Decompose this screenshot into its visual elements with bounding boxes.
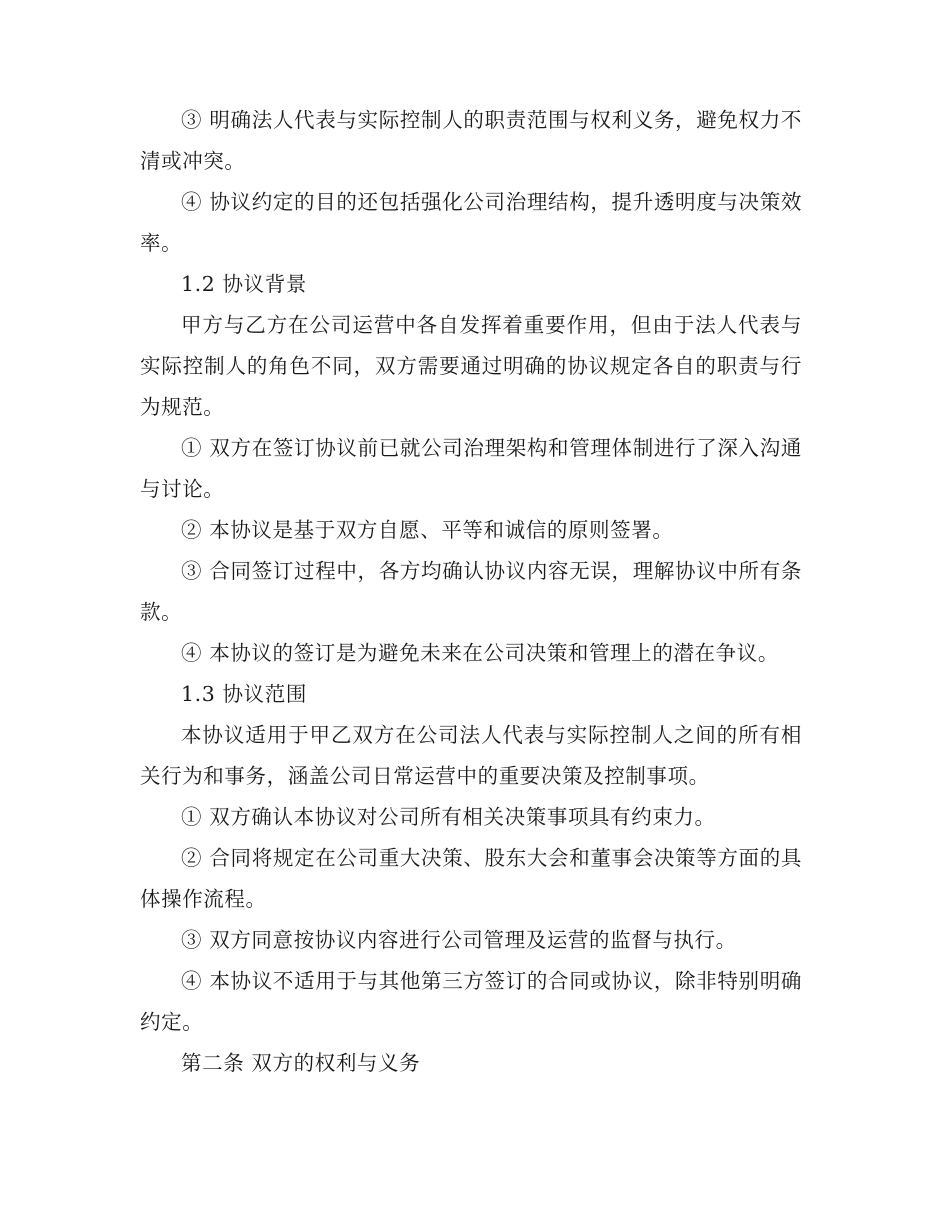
- document-page: [140, 100, 802, 1084]
- clause-1-1-item-4: ④ 协议约定的目的还包括强化公司治理结构，提升透明度与决策效率。: [140, 190, 802, 255]
- clause-1-2-item-4: ④ 本协议的签订是为避免未来在公司决策和管理上的潜在争议。: [181, 641, 779, 665]
- section-heading-1-2: 1.2 协议背景: [181, 272, 307, 296]
- section-1-3-intro: 本协议适用于甲乙双方在公司法人代表与实际控制人之间的所有相关行为和事务，涵盖公司日常运营中的重要决策及控制事项。: [140, 723, 802, 788]
- clause-1-3-item-3: ③ 双方同意按协议内容进行公司管理及运营的监督与执行。: [181, 928, 737, 952]
- clause-1-3-item-1: ① 双方确认本协议对公司所有相关决策事项具有约束力。: [181, 805, 716, 829]
- section-heading-1-3: 1.3 协议范围: [181, 682, 307, 706]
- clause-1-2-item-3: ③ 合同签订过程中，各方均确认协议内容无误，理解协议中所有条款。: [140, 559, 802, 624]
- clause-1-3-item-4: ④ 本协议不适用于与其他第三方签订的合同或协议，除非特别明确约定。: [140, 969, 802, 1034]
- clause-1-1-item-3: ③ 明确法人代表与实际控制人的职责范围与权利义务，避免权力不清或冲突。: [140, 108, 802, 173]
- section-1-2-intro: 甲方与乙方在公司运营中各自发挥着重要作用，但由于法人代表与实际控制人的角色不同，双方需要通过明确的协议规定各自的职责与行为规范。: [140, 313, 802, 419]
- clause-1-2-item-2: ② 本协议是基于双方自愿、平等和诚信的原则签署。: [181, 518, 674, 542]
- clause-1-3-item-2: ② 合同将规定在公司重大决策、股东大会和董事会决策等方面的具体操作流程。: [140, 846, 802, 911]
- article-2-heading: 第二条 双方的权利与义务: [181, 1051, 421, 1075]
- clause-1-2-item-1: ① 双方在签订协议前已就公司治理架构和管理体制进行了深入沟通与讨论。: [140, 436, 802, 501]
